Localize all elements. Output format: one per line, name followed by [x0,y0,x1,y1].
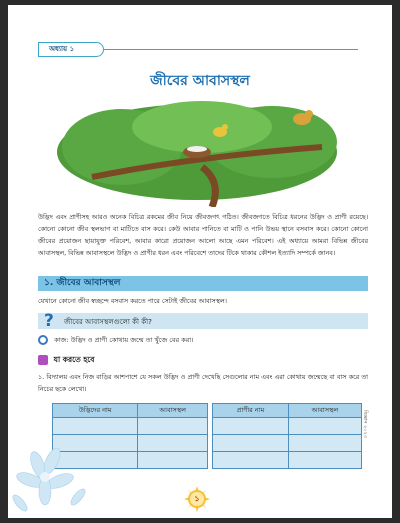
table-cell[interactable] [213,418,289,435]
textbook-page [8,5,392,518]
table-cell[interactable] [288,452,361,469]
todo-heading: যা করতে হবে [53,355,95,364]
question-mark-icon: ? [44,311,54,331]
page-title: জীবের আবাসস্থল [150,73,250,89]
flower-decoration [8,425,98,518]
table-cell[interactable] [288,418,361,435]
page-number: ১ [194,494,200,503]
animals-table [212,403,362,469]
task-row [38,335,194,346]
intro-paragraph: উদ্ভিদ এবং প্রাণীসহ আরও অনেক বিচিত্র রকমের জীব নিয়ে জীবজগৎ গঠিত। জীবজগতে বিচিত্র ধরনের উদ্ভিদ ও প্রাণী রয়েছে। কোনো কোনো জীব স্থলভাগ বা মাটিতে বাস করে। কেউ আবার পানিতে বা মাটি ও পানি উভয় স্থানে বসবাস করে। কোনো কোনো জীবের প্রয়োজন ছায়াযুক্ত পরিবেশ, আবার কারো প্রয়োজন আলো আছে এমন পরিবেশ। এই অধ্যায়ে আমরা বিভিন্ন জীবের আবাসস্থল, বিভিন্ন আবাসস্থলে উদ্ভিদ ও প্রাণীর ধরন এবং পরিবেশে তাদের টিকে থাকার কৌশল ইত্যাদি সম্পর্কে জানব। [38,213,368,257]
table-header: আবাসস্থল [288,404,361,418]
magnifier-icon [38,335,48,345]
definition-text: যেখানে কোনো জীব স্বচ্ছন্দে বসবাস করতে পারে সেটাই জীবের আবাসস্থল। [38,297,227,305]
table-cell[interactable] [138,435,208,452]
table-cell[interactable] [138,452,208,469]
instruction-text: ১. বিদ্যালয় এবং নিজ বাড়ির আশপাশে যে সকল উদ্ভিদ ও প্রাণী দেখেছি সেগুলোর নাম এবং এরা কোথায় জন্মেছে বা বাস করে তা নিচের ছকে লেখো। [38,373,368,393]
question-bar [38,313,368,329]
table-cell[interactable] [213,435,289,452]
table-header: প্রাণীর নাম [213,404,289,418]
section-heading-bar [38,276,368,291]
table-cell[interactable] [288,435,361,452]
page-number-holder [184,486,210,512]
section-heading: ১. জীবের আবাসস্থল [44,278,121,288]
question-text: জীবের আবাসস্থলগুলো কী কী? [64,318,152,326]
chapter-label: অধ্যায় ১ [38,42,104,57]
tree-bird-illustration [52,97,342,207]
task-text: কাজ: উদ্ভিদ ও প্রাণী কোথায় জন্মে তা খুঁজে বের করা। [54,336,194,344]
chapter-rule [104,49,358,50]
table-header: আবাসস্থল [138,404,208,418]
side-code: বিজ্ঞান ২০২৩ [362,410,368,439]
todo-heading-row [38,355,95,367]
table-cell[interactable] [213,452,289,469]
table-header: উদ্ভিদের নাম [53,404,138,418]
activity-icon [38,355,48,365]
table-cell[interactable] [138,418,208,435]
